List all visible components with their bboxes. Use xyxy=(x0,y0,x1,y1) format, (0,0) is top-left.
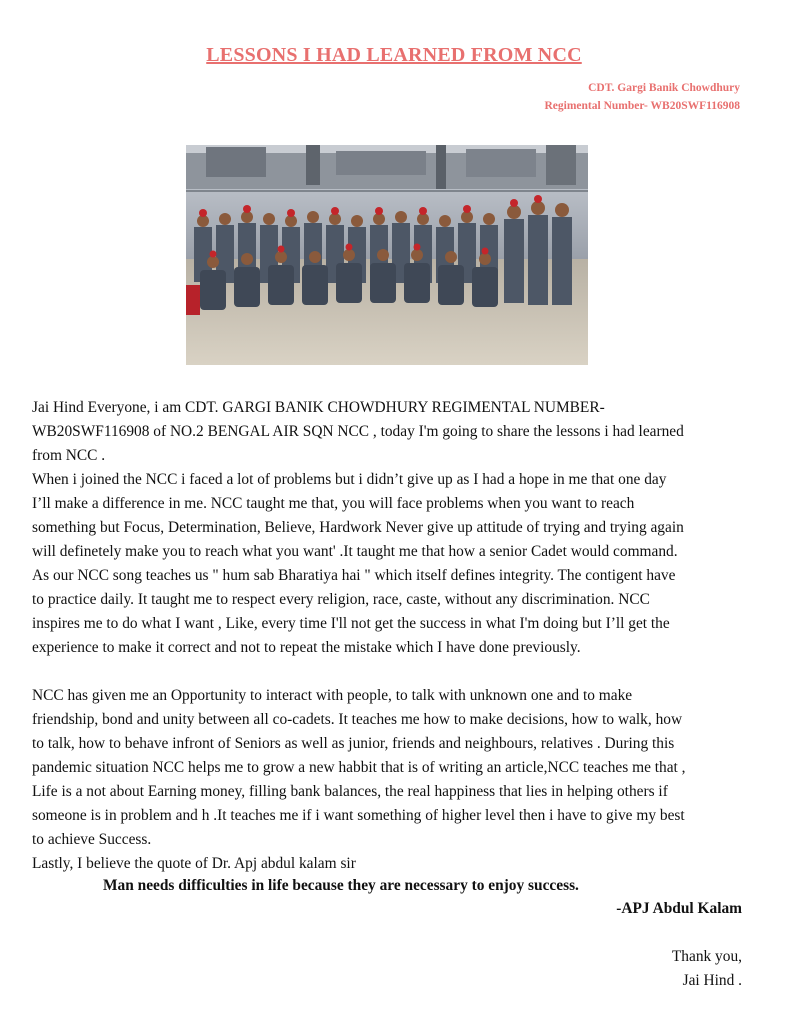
kalam-quote: Man needs difficulties in life because they are necessary to enjoy success. xyxy=(103,877,579,894)
paragraph-line: experience to make it correct and not to repeat the mistake which I have done previously. xyxy=(32,639,581,656)
paragraph-line: to achieve Success. xyxy=(32,831,152,848)
regimental-number: Regimental Number- WB20SWF116908 xyxy=(544,100,740,112)
author-name: CDT. Gargi Banik Chowdhury xyxy=(588,82,740,94)
page-title: LESSONS I HAD LEARNED FROM NCC xyxy=(206,44,582,66)
quote-author: -APJ Abdul Kalam xyxy=(616,900,742,917)
paragraph-line: Life is a not about Earning money, filling bank balances, the real happiness that lies in helping others if xyxy=(32,783,668,800)
paragraph-line: to talk, how to behave infront of Seniors as well as junior, friends and neighbours, relatives . During this xyxy=(32,735,675,752)
article-body xyxy=(32,396,752,876)
paragraph-line: to practice daily. It taught me to respect every religion, race, caste, without any discrimination. NCC xyxy=(32,591,650,608)
paragraph-line: pandemic situation NCC helps me to grow a new habbit that is of writing an article,NCC teaches me that , xyxy=(32,759,686,776)
closing-jai-hind: Jai Hind . xyxy=(682,972,742,989)
paragraph-line: As our NCC song teaches us " hum sab Bharatiya hai " which itself defines integrity. The contigent have xyxy=(32,567,676,584)
paragraph-line: NCC has given me an Opportunity to interact with people, to talk with unknown one and to make xyxy=(32,687,633,704)
paragraph-line: I’ll make a difference in me. NCC taught me that, you will face problems when you want to reach xyxy=(32,495,635,512)
paragraph-line: Lastly, I believe the quote of Dr. Apj abdul kalam sir xyxy=(32,855,356,872)
paragraph-line: Jai Hind Everyone, i am CDT. GARGI BANIK CHOWDHURY REGIMENTAL NUMBER- xyxy=(32,399,605,416)
paragraph-spacer xyxy=(32,660,752,684)
paragraph-line: someone is in problem and h .It teaches me if i want something of higher level then i have to give my best xyxy=(32,807,685,824)
paragraph-line: inspires me to do what I want , Like, every time I'll not get the success in what I'm doing but I’ll get the xyxy=(32,615,670,632)
paragraph-line: something but Focus, Determination, Believe, Hardwork Never give up attitude of trying and trying again xyxy=(32,519,684,536)
paragraph-line: will definetely make you to reach what you want' .It taught me that how a senior Cadet would command. xyxy=(32,543,678,560)
paragraph-line: When i joined the NCC i faced a lot of problems but i didn’t give up as I had a hope in me that one day xyxy=(32,471,667,488)
paragraph-line: from NCC . xyxy=(32,447,106,464)
paragraph-line: friendship, bond and unity between all co-cadets. It teaches me how to make decisions, how to walk, how xyxy=(32,711,683,728)
group-photo xyxy=(186,145,588,365)
closing-thanks: Thank you, xyxy=(671,948,742,965)
paragraph-line: WB20SWF116908 of NO.2 BENGAL AIR SQN NCC , today I'm going to share the lessons i had learned xyxy=(32,423,684,440)
group-photo-icon xyxy=(186,145,588,365)
